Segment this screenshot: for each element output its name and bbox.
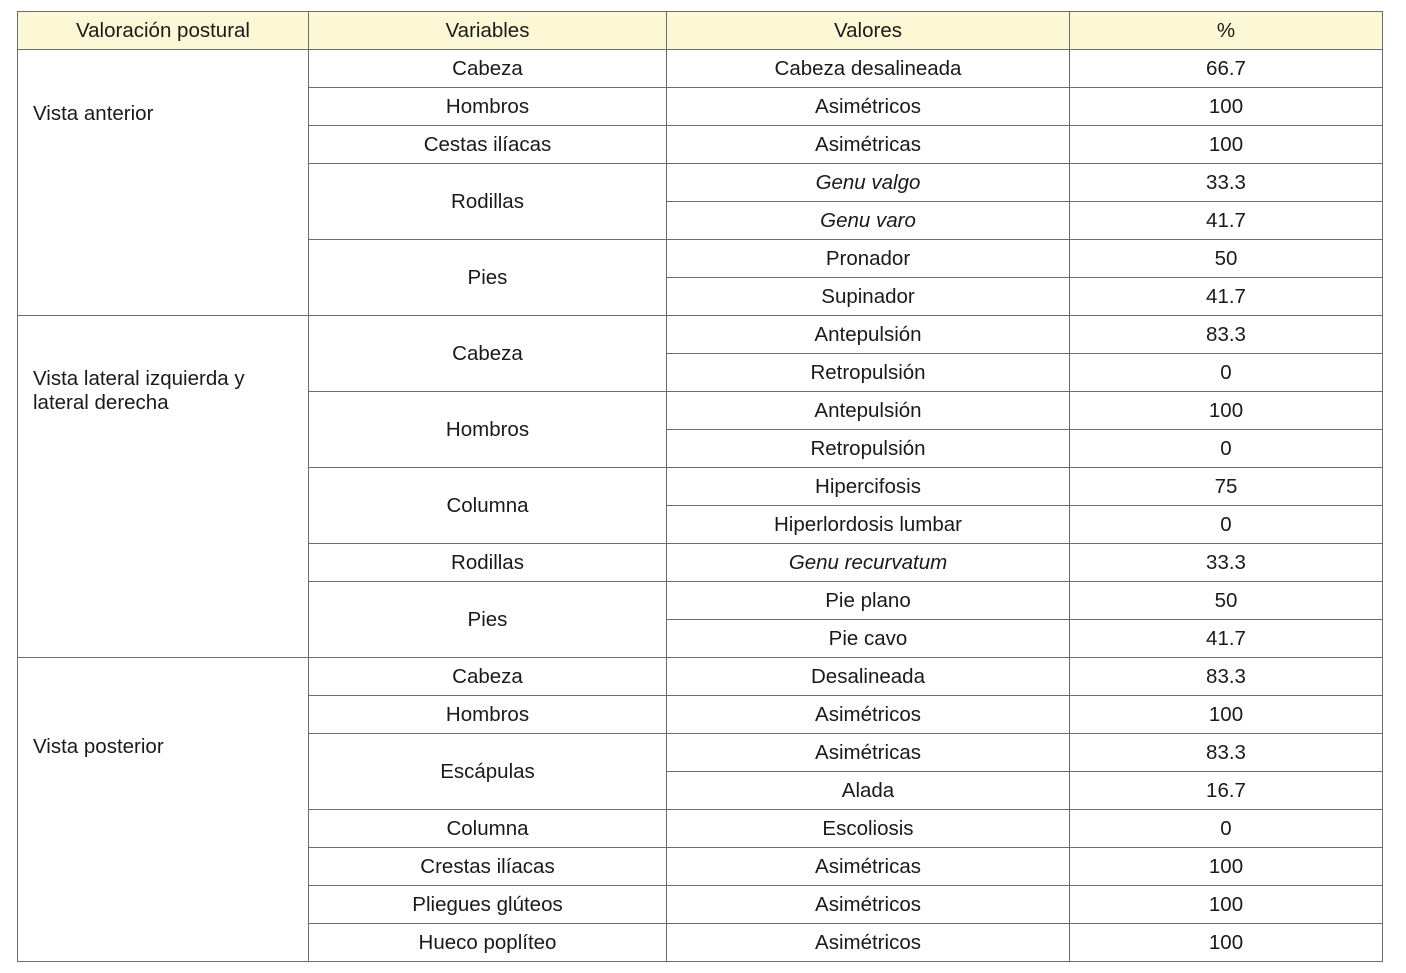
value-cell: Antepulsión <box>667 392 1070 430</box>
variable-cell: Escápulas <box>309 734 667 810</box>
percent-cell: 16.7 <box>1070 772 1383 810</box>
percent-cell: 66.7 <box>1070 50 1383 88</box>
variable-cell: Hombros <box>309 696 667 734</box>
group-cell-vista-posterior <box>18 658 309 962</box>
value-cell: Asimétricas <box>667 734 1070 772</box>
percent-cell: 33.3 <box>1070 544 1383 582</box>
value-cell: Pronador <box>667 240 1070 278</box>
value-cell: Desalineada <box>667 658 1070 696</box>
group-label: Vista anterior <box>33 102 154 125</box>
value-cell: Pie plano <box>667 582 1070 620</box>
percent-cell: 83.3 <box>1070 734 1383 772</box>
variable-cell: Hueco poplíteo <box>309 924 667 962</box>
percent-cell: 50 <box>1070 582 1383 620</box>
variable-cell: Columna <box>309 810 667 848</box>
value-cell: Genu valgo <box>667 164 1070 202</box>
percent-cell: 0 <box>1070 506 1383 544</box>
value-cell: Alada <box>667 772 1070 810</box>
percent-cell: 50 <box>1070 240 1383 278</box>
variable-cell: Hombros <box>309 88 667 126</box>
percent-cell: 0 <box>1070 430 1383 468</box>
variable-cell: Pliegues glúteos <box>309 886 667 924</box>
header-percent: % <box>1070 12 1383 50</box>
value-cell: Genu recurvatum <box>667 544 1070 582</box>
value-cell: Hipercifosis <box>667 468 1070 506</box>
percent-cell: 41.7 <box>1070 202 1383 240</box>
group-label: Vista posterior <box>33 735 164 758</box>
value-cell: Asimétricos <box>667 886 1070 924</box>
value-cell: Asimétricas <box>667 126 1070 164</box>
group-label: Vista lateral izquierda y lateral derecha <box>33 367 245 414</box>
percent-cell: 0 <box>1070 810 1383 848</box>
variable-cell: Cestas ilíacas <box>309 126 667 164</box>
percent-cell: 100 <box>1070 392 1383 430</box>
table-row <box>18 658 1383 696</box>
percent-cell: 100 <box>1070 924 1383 962</box>
value-cell: Asimétricos <box>667 88 1070 126</box>
table-row <box>18 50 1383 88</box>
variable-cell: Cabeza <box>309 50 667 88</box>
value-cell: Escoliosis <box>667 810 1070 848</box>
variable-cell: Cabeza <box>309 316 667 392</box>
value-cell: Asimétricos <box>667 924 1070 962</box>
value-cell: Asimétricas <box>667 848 1070 886</box>
variable-cell: Cabeza <box>309 658 667 696</box>
variable-cell: Columna <box>309 468 667 544</box>
value-cell: Asimétricos <box>667 696 1070 734</box>
group-cell-vista-lateral <box>18 316 309 658</box>
value-cell: Antepulsión <box>667 316 1070 354</box>
variable-cell: Hombros <box>309 392 667 468</box>
group-cell-vista-anterior <box>18 50 309 316</box>
header-variables: Variables <box>309 12 667 50</box>
percent-cell: 83.3 <box>1070 658 1383 696</box>
value-cell: Retropulsión <box>667 430 1070 468</box>
value-cell: Supinador <box>667 278 1070 316</box>
percent-cell: 100 <box>1070 696 1383 734</box>
postural-assessment-table <box>17 11 1383 962</box>
percent-cell: 41.7 <box>1070 278 1383 316</box>
percent-cell: 0 <box>1070 354 1383 392</box>
value-cell: Hiperlordosis lumbar <box>667 506 1070 544</box>
percent-cell: 75 <box>1070 468 1383 506</box>
variable-cell: Pies <box>309 582 667 658</box>
header-valoracion-postural: Valoración postural <box>18 12 309 50</box>
variable-cell: Crestas ilíacas <box>309 848 667 886</box>
value-cell: Genu varo <box>667 202 1070 240</box>
value-cell: Retropulsión <box>667 354 1070 392</box>
percent-cell: 41.7 <box>1070 620 1383 658</box>
percent-cell: 33.3 <box>1070 164 1383 202</box>
percent-cell: 100 <box>1070 848 1383 886</box>
variable-cell: Rodillas <box>309 164 667 240</box>
percent-cell: 83.3 <box>1070 316 1383 354</box>
percent-cell: 100 <box>1070 126 1383 164</box>
variable-cell: Rodillas <box>309 544 667 582</box>
value-cell: Pie cavo <box>667 620 1070 658</box>
percent-cell: 100 <box>1070 886 1383 924</box>
header-row <box>18 12 1383 50</box>
header-valores: Valores <box>667 12 1070 50</box>
percent-cell: 100 <box>1070 88 1383 126</box>
value-cell: Cabeza desalineada <box>667 50 1070 88</box>
table-row <box>18 316 1383 354</box>
variable-cell: Pies <box>309 240 667 316</box>
